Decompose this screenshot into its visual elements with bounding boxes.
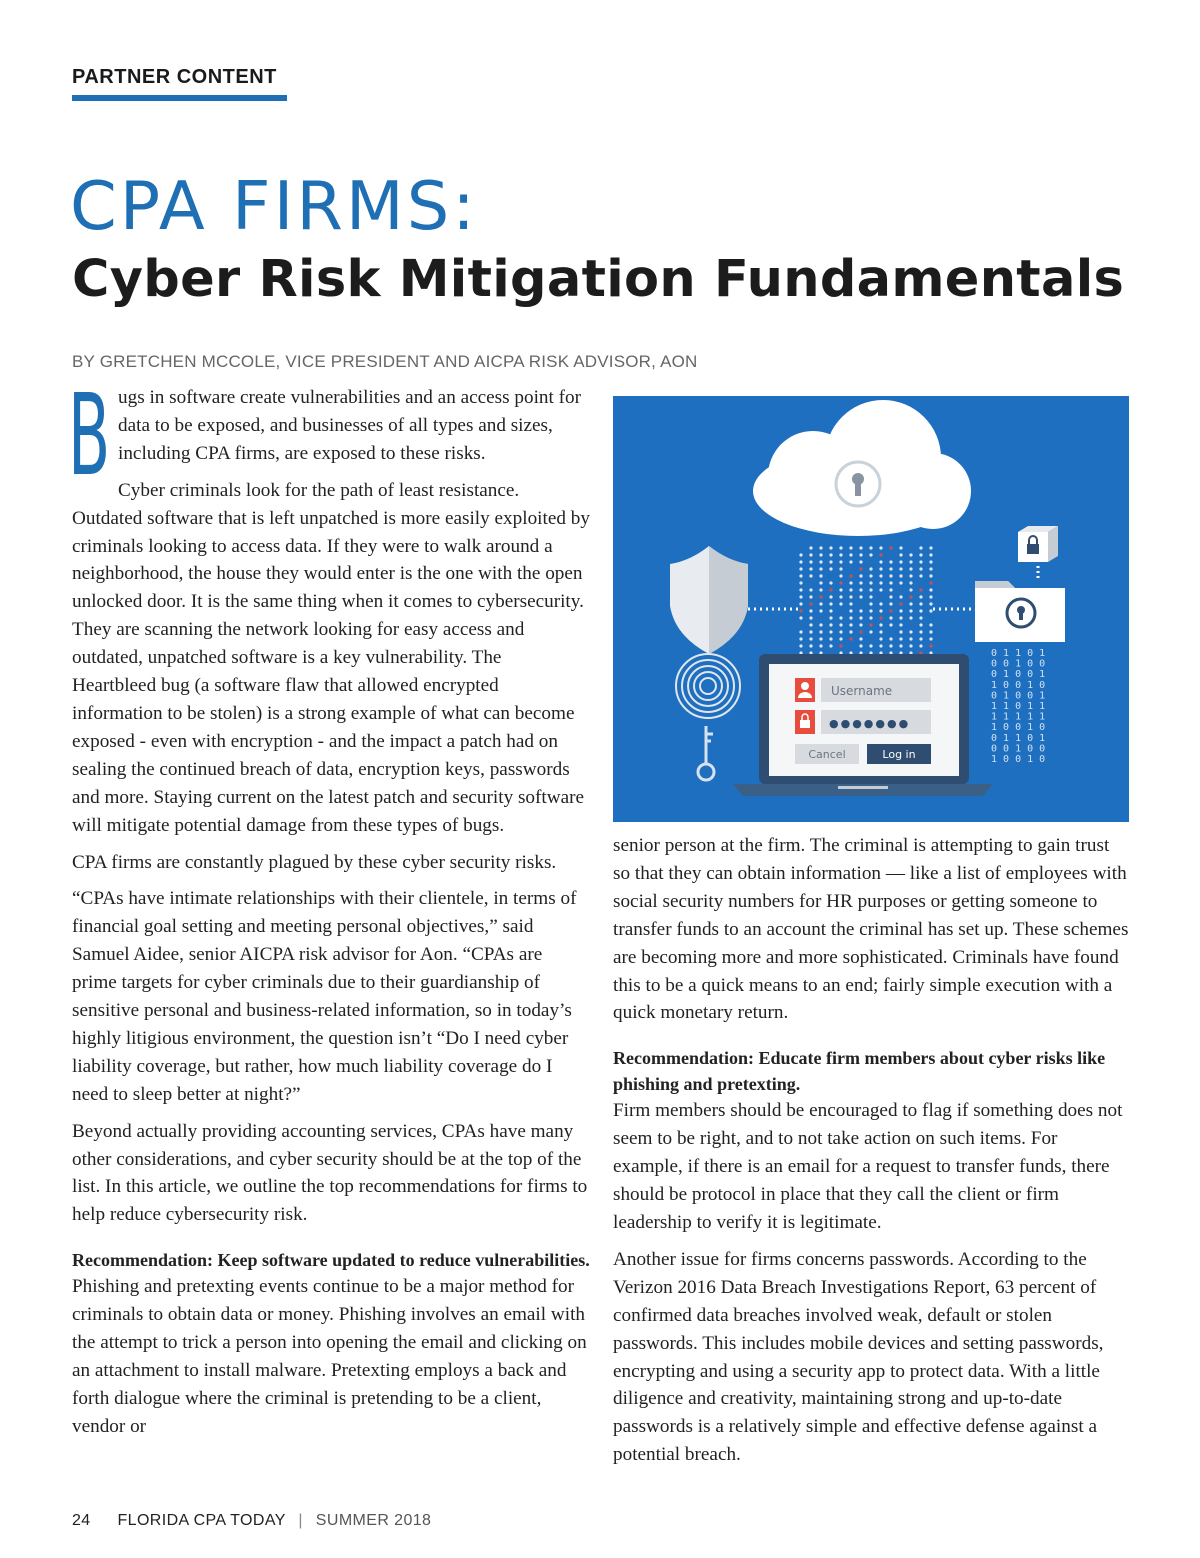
drop-cap: B: [68, 371, 111, 501]
data-dot: [929, 602, 932, 605]
data-dot: [909, 560, 912, 563]
byline: BY GRETCHEN MCCOLE, VICE PRESIDENT AND AICPA RISK ADVISOR, AON: [72, 352, 698, 371]
data-dot: [929, 644, 932, 647]
data-dot: [859, 630, 862, 633]
paragraph: senior person at the firm. The criminal is attempting to gain trust so that they can obtain information — like a list of employees with social security numbers for HR purposes or getting someone to transfer funds to an account the criminal has set up. These schemes are becoming more and more sophisticated. Criminals have found this to be a quick means to an end; fairly simple execution with a quick monetary return.: [613, 835, 1129, 1024]
data-dot: [829, 546, 832, 549]
data-dot: [819, 630, 822, 633]
data-dot: [859, 609, 862, 612]
data-dot: [869, 623, 872, 626]
paragraph: CPA firms are constantly plagued by these cyber security risks.: [72, 851, 557, 873]
binary-row: 1 1 0 1 1: [991, 701, 1046, 712]
paragraph: “CPAs have intimate relationships with their clientele, in terms of financial goal setting and meeting personal objectives,” said Samuel Aidee, senior AICPA risk advisor for Aon. “CPAs are prime targets for cyber criminals due to their guardianship of sensitive personal and business-related information, so in today’s highly litigious environment, the question isn’t “Do I need cyber liability coverage, but rather, how much liability coverage do I need to sleep better at night?”: [72, 888, 577, 1105]
data-dot: [899, 609, 902, 612]
lock-icon: [800, 720, 810, 728]
data-dot: [809, 574, 812, 577]
data-dot: [839, 644, 842, 647]
data-dot: [879, 630, 882, 633]
headline: CPA FIRMS:: [70, 167, 478, 245]
data-dot: [829, 616, 832, 619]
data-dot: [829, 581, 832, 584]
data-dot: [919, 602, 922, 605]
data-dot: [909, 553, 912, 556]
data-dot: [919, 588, 922, 591]
data-dot: [909, 588, 912, 591]
data-dot: [849, 616, 852, 619]
data-dot: [819, 560, 822, 563]
binary-row: 0 1 0 0 1: [991, 690, 1046, 702]
data-dot: [859, 560, 862, 563]
data-dot: [849, 560, 852, 563]
data-dot: [889, 595, 892, 598]
data-dot: [879, 567, 882, 570]
data-dot: [889, 637, 892, 640]
data-dot: [839, 616, 842, 619]
data-dot: [809, 553, 812, 556]
data-dot: [909, 616, 912, 619]
data-dot: [879, 602, 882, 605]
data-dot: [839, 630, 842, 633]
data-dot: [919, 546, 922, 549]
page-footer: [72, 1512, 431, 1530]
data-dot: [799, 595, 802, 598]
data-dot: [849, 574, 852, 577]
data-dot: [849, 630, 852, 633]
data-dot: [889, 588, 892, 591]
data-dot: [879, 574, 882, 577]
data-dot: [869, 609, 872, 612]
data-dot: [929, 553, 932, 556]
data-dot: [829, 637, 832, 640]
kicker-underline: [72, 95, 287, 101]
data-dot: [869, 616, 872, 619]
data-dot: [919, 637, 922, 640]
data-dot: [859, 616, 862, 619]
data-dot: [809, 546, 812, 549]
data-dot: [899, 602, 902, 605]
data-dot: [929, 595, 932, 598]
data-dot: [899, 560, 902, 563]
data-dot: [879, 644, 882, 647]
data-dot: [829, 588, 832, 591]
user-icon: [801, 682, 809, 690]
data-dot: [869, 644, 872, 647]
data-dot: [839, 567, 842, 570]
data-dot: [899, 637, 902, 640]
data-dot: [809, 630, 812, 633]
paragraph-text: ugs in software create vulnerabilities and an access point for data to be exposed, and businesses of all types and sizes, including CPA firms, are exposed to these risks.: [118, 387, 581, 464]
data-dot: [809, 560, 812, 563]
data-dot: [879, 588, 882, 591]
binary-row: 0 0 1 0 0: [991, 658, 1046, 670]
data-dot: [819, 588, 822, 591]
data-dot: [869, 546, 872, 549]
data-dot: [829, 567, 832, 570]
data-dot: [799, 560, 802, 563]
data-dot: [839, 546, 842, 549]
username-placeholder: Username: [831, 684, 893, 698]
data-dot: [799, 581, 802, 584]
data-dot: [889, 546, 892, 549]
data-dot: [809, 637, 812, 640]
subheadline: Cyber Risk Mitigation Fundamentals: [72, 250, 1125, 309]
data-dot: [889, 623, 892, 626]
data-dot: [879, 623, 882, 626]
data-dot: [869, 630, 872, 633]
data-dot: [849, 581, 852, 584]
data-dot: [809, 567, 812, 570]
data-dot: [819, 553, 822, 556]
data-dot: [929, 574, 932, 577]
data-dot: [879, 546, 882, 549]
data-dot: [859, 588, 862, 591]
data-dot: [899, 644, 902, 647]
data-dot: [879, 616, 882, 619]
data-dot: [919, 567, 922, 570]
paragraph: [68, 371, 590, 501]
data-dot: [819, 574, 822, 577]
data-dot: [859, 567, 862, 570]
data-dot: [799, 616, 802, 619]
data-dot: [929, 588, 932, 591]
data-dot: [819, 602, 822, 605]
binary-row: 0 1 1 0 1: [991, 732, 1046, 744]
data-dot: [829, 595, 832, 598]
data-dot: [919, 630, 922, 633]
data-dot: [899, 581, 902, 584]
data-dot: [799, 644, 802, 647]
data-dot: [799, 588, 802, 591]
data-dot: [889, 602, 892, 605]
right-column: [613, 832, 1129, 1478]
paragraph: Firm members should be encouraged to flag if something does not seem to be right, and to not take action on such items. For example, if there is an email for a request to transfer funds, there should be protocol in place that they call the client or firm leadership to verify it is legitimate.: [613, 1100, 1123, 1233]
binary-code: [991, 648, 1045, 765]
data-dot: [839, 602, 842, 605]
publication-name: FLORIDA CPA TODAY: [117, 1512, 286, 1529]
data-dot: [889, 560, 892, 563]
folder-icon: [975, 581, 1065, 642]
data-dot: [869, 574, 872, 577]
data-dot: [809, 616, 812, 619]
data-dot: [849, 602, 852, 605]
data-dot: [929, 630, 932, 633]
issue-name: SUMMER 2018: [315, 1512, 432, 1529]
data-dot: [819, 595, 822, 598]
data-dot: [809, 644, 812, 647]
data-dot: [879, 553, 882, 556]
data-dot: [929, 581, 932, 584]
data-dot: [909, 630, 912, 633]
data-dot: [799, 602, 802, 605]
illustration-svg: [613, 396, 1129, 822]
data-dot: [899, 546, 902, 549]
data-dot: [909, 637, 912, 640]
data-dot: [909, 644, 912, 647]
page-number: 24: [72, 1512, 91, 1529]
data-dot: [799, 630, 802, 633]
data-dot: [919, 560, 922, 563]
data-dot: [809, 595, 812, 598]
data-dot: [909, 581, 912, 584]
password-mask: ●●●●●●●: [829, 717, 911, 730]
binary-row: 1 0 0 1 0: [991, 754, 1046, 765]
data-dot: [819, 581, 822, 584]
data-dot: [899, 616, 902, 619]
binary-row: 0 1 0 0 1: [991, 669, 1046, 681]
data-dot: [879, 609, 882, 612]
data-dot: [829, 644, 832, 647]
data-dot: [919, 609, 922, 612]
data-dot: [799, 609, 802, 612]
binary-row: 0 1 1 0 1: [991, 648, 1046, 659]
footer-separator: |: [298, 1512, 303, 1529]
data-dot: [839, 588, 842, 591]
data-dot: [799, 553, 802, 556]
data-dot: [929, 560, 932, 563]
paragraph: Phishing and pretexting events continue to be a major method for criminals to obtain data or money. Phishing involves an email with the attempt to trick a person into opening the email and clicking on an attachment to install malware. Pretexting employs a back and forth dialogue where the criminal is pretending to be a client, vendor or: [72, 1276, 587, 1437]
data-dot: [829, 560, 832, 563]
recommendation-heading: Recommendation: Educate firm members about cyber risks like phishing and pretexting.: [613, 1048, 1106, 1095]
data-dot: [849, 595, 852, 598]
cancel-label: Cancel: [808, 748, 846, 761]
data-dot: [889, 616, 892, 619]
data-dot: [829, 553, 832, 556]
data-dot: [919, 574, 922, 577]
data-dot: [889, 581, 892, 584]
data-dot: [919, 616, 922, 619]
data-dot: [869, 602, 872, 605]
data-dot: [869, 588, 872, 591]
data-dot: [929, 637, 932, 640]
data-dot: [909, 567, 912, 570]
data-dot: [859, 553, 862, 556]
data-dot: [839, 560, 842, 563]
data-dot: [929, 623, 932, 626]
login-label: Log in: [882, 748, 916, 761]
data-dot: [899, 595, 902, 598]
data-dot: [839, 637, 842, 640]
left-column: [68, 371, 590, 1450]
data-dot: [819, 644, 822, 647]
binary-row: 1 0 0 1 0: [991, 722, 1046, 734]
binary-row: 1 1 1 1 1: [991, 711, 1046, 723]
data-dot: [889, 567, 892, 570]
data-dot: [919, 623, 922, 626]
data-dot: [799, 574, 802, 577]
data-dot: [839, 595, 842, 598]
data-dot: [809, 609, 812, 612]
data-dot: [819, 567, 822, 570]
data-dot: [929, 567, 932, 570]
data-dot: [879, 581, 882, 584]
data-dot: [829, 623, 832, 626]
data-dot: [909, 609, 912, 612]
data-dot: [819, 637, 822, 640]
data-dot: [929, 546, 932, 549]
data-dot: [909, 595, 912, 598]
data-dot: [849, 623, 852, 626]
data-dot: [889, 644, 892, 647]
data-dot: [859, 546, 862, 549]
data-dot: [919, 595, 922, 598]
data-dot: [839, 553, 842, 556]
data-dot: [829, 609, 832, 612]
data-dot: [859, 595, 862, 598]
data-dot: [829, 602, 832, 605]
data-dot: [919, 553, 922, 556]
data-dot: [799, 567, 802, 570]
data-dot: [899, 553, 902, 556]
data-dot: [809, 623, 812, 626]
data-dot: [849, 637, 852, 640]
padlock-icon: [1018, 526, 1058, 562]
data-dot: [869, 581, 872, 584]
data-dot: [869, 595, 872, 598]
data-dot: [829, 630, 832, 633]
cybersecurity-illustration: [613, 396, 1129, 822]
data-dot: [809, 588, 812, 591]
data-dot: [859, 644, 862, 647]
data-dot: [839, 581, 842, 584]
data-dot: [889, 574, 892, 577]
data-dot: [919, 644, 922, 647]
data-dot: [839, 574, 842, 577]
data-dot: [909, 574, 912, 577]
data-dot: [869, 567, 872, 570]
paragraph: Cyber criminals look for the path of least resistance. Outdated software that is left unpatched is more easily exploited by criminals looking to access data. If they were to walk around a neighborhood, the house they would enter is the one with the open unlocked door. It is the same thing when it comes to cybersecurity. They are scanning the network looking for easy access and outdated, unpatched software is a key vulnerability. The Heartbleed bug (a software flaw that allowed encrypted information to be stolen) is a strong example of what can become exposed - even with encryption - and the impact a patch had on sealing the continued breach of data, encryption keys, passwords and more. Staying current on the latest patch and security software will mitigate potential damage from these types of bugs.: [72, 479, 590, 836]
data-dot: [899, 630, 902, 633]
data-dot: [879, 637, 882, 640]
data-dot: [819, 546, 822, 549]
data-dot: [809, 602, 812, 605]
data-dot: [869, 553, 872, 556]
data-dot: [899, 567, 902, 570]
paragraph: Beyond actually providing accounting services, CPAs have many other considerations, and cyber security should be at the top of the list. In this article, we outline the top recommendations for firms to help reduce cybersecurity risk.: [72, 1120, 588, 1226]
data-dot: [929, 609, 932, 612]
data-dot: [849, 546, 852, 549]
data-dot: [849, 588, 852, 591]
data-dot: [879, 560, 882, 563]
binary-row: 1 0 0 1 0: [991, 679, 1046, 691]
data-dot: [849, 553, 852, 556]
data-dot: [849, 609, 852, 612]
binary-row: 0 0 1 0 0: [991, 743, 1046, 755]
recommendation-heading: Recommendation: Keep software updated to reduce vulnerabilities.: [72, 1250, 590, 1271]
data-dot: [859, 623, 862, 626]
data-dot: [899, 623, 902, 626]
data-dot: [799, 637, 802, 640]
data-dot: [819, 623, 822, 626]
data-dot: [859, 637, 862, 640]
paragraph: Another issue for firms concerns passwords. According to the Verizon 2016 Data Breach Investigations Report, 63 percent of confirmed data breaches involved weak, default or stolen passwords. This includes mobile devices and setting passwords, encrypting and using a security app to protect data. With a little diligence and creativity, maintaining strong and up-to-date passwords is a relatively simple and effective defense against a potential breach.: [613, 1248, 1104, 1466]
section-kicker: PARTNER CONTENT: [72, 66, 277, 88]
data-dot: [839, 623, 842, 626]
data-dot: [909, 602, 912, 605]
data-dot: [859, 581, 862, 584]
data-dot: [859, 574, 862, 577]
data-dot: [889, 609, 892, 612]
data-dot: [899, 574, 902, 577]
data-dot: [819, 609, 822, 612]
